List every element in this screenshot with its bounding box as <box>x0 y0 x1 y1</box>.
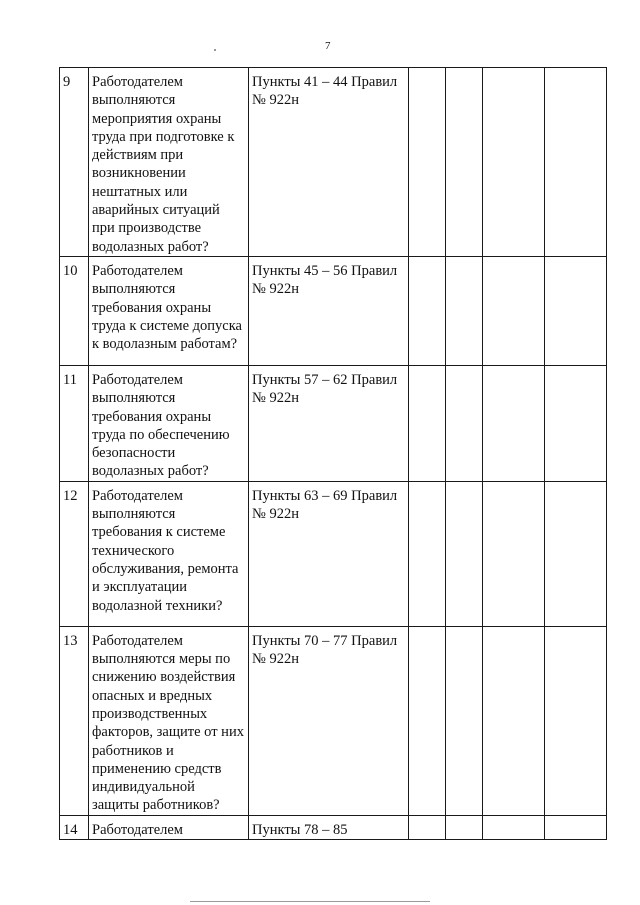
row-number: 9 <box>60 68 89 257</box>
answer-no-cell[interactable] <box>446 365 483 481</box>
answer-na-cell[interactable] <box>483 365 545 481</box>
notes-cell[interactable] <box>545 815 607 839</box>
page-bottom-edge <box>190 901 430 902</box>
row-number: 12 <box>60 481 89 626</box>
notes-cell[interactable] <box>545 68 607 257</box>
answer-yes-cell[interactable] <box>409 815 446 839</box>
answer-no-cell[interactable] <box>446 256 483 365</box>
table-row <box>60 815 607 839</box>
page-number: 7 <box>325 40 331 52</box>
row-number: 13 <box>60 626 89 815</box>
answer-na-cell[interactable] <box>483 481 545 626</box>
notes-cell[interactable] <box>545 626 607 815</box>
answer-no-cell[interactable] <box>446 815 483 839</box>
table-row <box>60 256 607 365</box>
notes-cell[interactable] <box>545 365 607 481</box>
answer-na-cell[interactable] <box>483 626 545 815</box>
reference-cell: Пункты 41 – 44 Правил № 922н <box>249 68 409 257</box>
question-cell: Работодателем <box>89 815 249 839</box>
answer-na-cell[interactable] <box>483 68 545 257</box>
reference-cell: Пункты 78 – 85 <box>249 815 409 839</box>
scan-speck <box>214 49 216 51</box>
answer-na-cell[interactable] <box>483 815 545 839</box>
reference-cell: Пункты 57 – 62 Правил № 922н <box>249 365 409 481</box>
question-cell: Работодателем выполняются требования охраны труда к системе допуска к водолазным работам? <box>89 256 249 365</box>
checklist-table <box>59 67 607 840</box>
table-row <box>60 481 607 626</box>
answer-yes-cell[interactable] <box>409 626 446 815</box>
reference-cell: Пункты 45 – 56 Правил № 922н <box>249 256 409 365</box>
table-row <box>60 68 607 257</box>
question-cell: Работодателем выполняются требования к системе технического обслуживания, ремонта и эксплуатации водолазной техники? <box>89 481 249 626</box>
reference-cell: Пункты 70 – 77 Правил № 922н <box>249 626 409 815</box>
answer-yes-cell[interactable] <box>409 365 446 481</box>
row-number: 11 <box>60 365 89 481</box>
answer-yes-cell[interactable] <box>409 256 446 365</box>
reference-cell: Пункты 63 – 69 Правил № 922н <box>249 481 409 626</box>
notes-cell[interactable] <box>545 256 607 365</box>
answer-no-cell[interactable] <box>446 481 483 626</box>
answer-yes-cell[interactable] <box>409 481 446 626</box>
answer-no-cell[interactable] <box>446 68 483 257</box>
question-cell: Работодателем выполняются мероприятия охраны труда при подготовке к действиям при возникновении нештатных или аварийных ситуаций при производстве водолазных работ? <box>89 68 249 257</box>
row-number: 10 <box>60 256 89 365</box>
notes-cell[interactable] <box>545 481 607 626</box>
table-row <box>60 365 607 481</box>
question-cell: Работодателем выполняются меры по снижению воздействия опасных и вредных производственных факторов, защите от них работников и применению средств индивидуальной защиты работников? <box>89 626 249 815</box>
answer-yes-cell[interactable] <box>409 68 446 257</box>
answer-na-cell[interactable] <box>483 256 545 365</box>
row-number: 14 <box>60 815 89 839</box>
question-cell: Работодателем выполняются требования охраны труда по обеспечению безопасности водолазных работ? <box>89 365 249 481</box>
answer-no-cell[interactable] <box>446 626 483 815</box>
table-row <box>60 626 607 815</box>
